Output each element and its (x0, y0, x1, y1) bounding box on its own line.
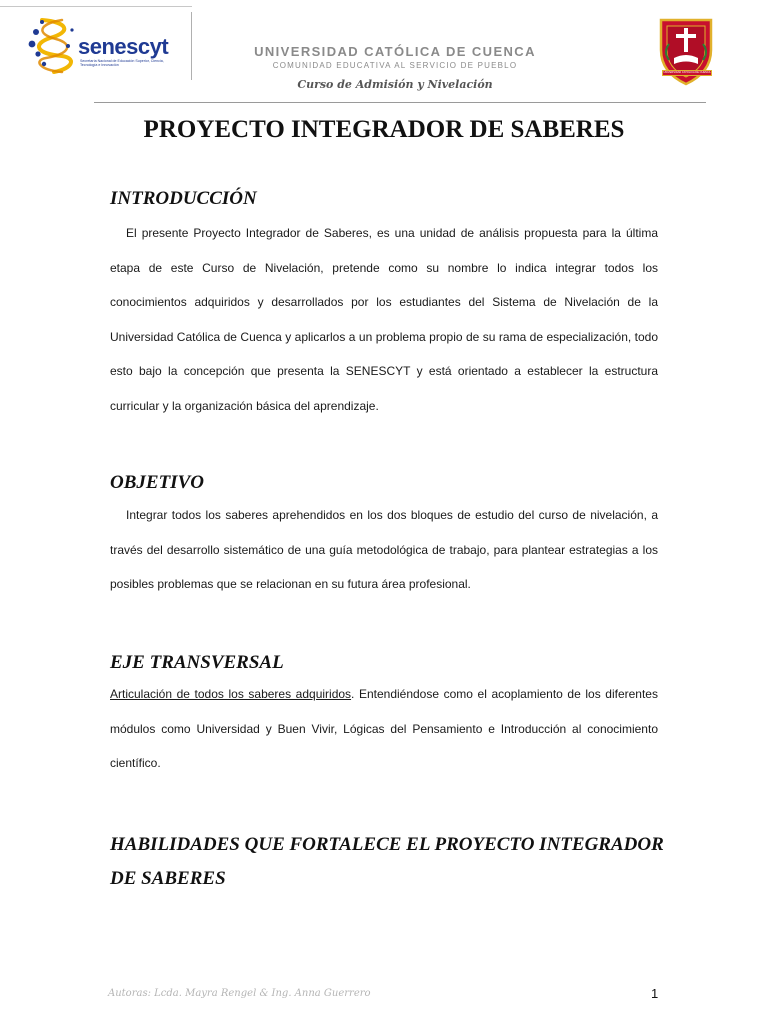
paragraph-introduccion: El presente Proyecto Integrador de Saberes, es una unidad de análisis propuesta para la última etapa de este Curso de Nivelación, pretende como su nombre lo indica integrar todos los conocimientos adquiridos y desarrollados por los estudiantes del Sistema de Nivelación de la Universidad Católica de Cuenca y aplicarlos a un problema propio de su rama de especialización, todo esto bajo la concepción que presenta la SENESCYT y está orientado a establecer la estructura curricular y la organización básica del aprendizaje. (110, 226, 658, 413)
eje-transversal-body: . Entendiéndose como el acoplamiento de los diferentes módulos como Universidad y Buen Vivir, Lógicas del Pensamiento e Introducción al conocimiento científico. (110, 687, 658, 771)
eje-transversal-underlined-phrase: Articulación de todos los saberes adquiridos (110, 687, 352, 701)
course-name: Curso de Admisión y Nivelación (297, 78, 493, 91)
crest-motto: UNIVERSIDAD CATÓLICA DE CUENCA (663, 71, 711, 74)
university-name: UNIVERSIDAD CATÓLICA DE CUENCA (254, 44, 536, 59)
document-title: PROYECTO INTEGRADOR DE SABERES (143, 116, 625, 143)
university-crest (655, 14, 717, 86)
header-logo-divider (191, 12, 192, 80)
senescyt-logo (28, 14, 188, 78)
paragraph-objetivo: Integrar todos los saberes aprehendidos en los dos bloques de estudio del curso de nivelación, a través del desarrollo sistemático de una guía metodológica de trabajo, para plantear estrategias a los posibles problemas que se relacionan en su futura área profesional. (110, 508, 658, 592)
section-heading-eje-transversal: EJE TRANSVERSAL (110, 652, 284, 673)
header-rule (94, 102, 706, 103)
section-heading-habilidades: HABILIDADES QUE FORTALECE EL PROYECTO INTEGRADOR DE SABERES (110, 834, 664, 889)
senescyt-subtext: Secretaría Nacional de Educación Superior, Ciencia, Tecnología e Innovación (80, 59, 164, 68)
page-number: 1 (651, 986, 659, 1001)
footer-authors: Autoras: Lcda. Mayra Rengel & Ing. Anna Guerrero (108, 988, 371, 999)
senescyt-wordmark: senescyt (78, 34, 169, 59)
university-motto: COMUNIDAD EDUCATIVA AL SERVICIO DE PUEBLO (272, 61, 518, 70)
section-heading-objetivo: OBJETIVO (110, 472, 204, 493)
top-edge-rule (0, 6, 192, 7)
paragraph-eje-transversal (110, 677, 658, 781)
university-header (200, 44, 590, 91)
section-heading-introduccion: INTRODUCCIÓN (110, 188, 257, 209)
